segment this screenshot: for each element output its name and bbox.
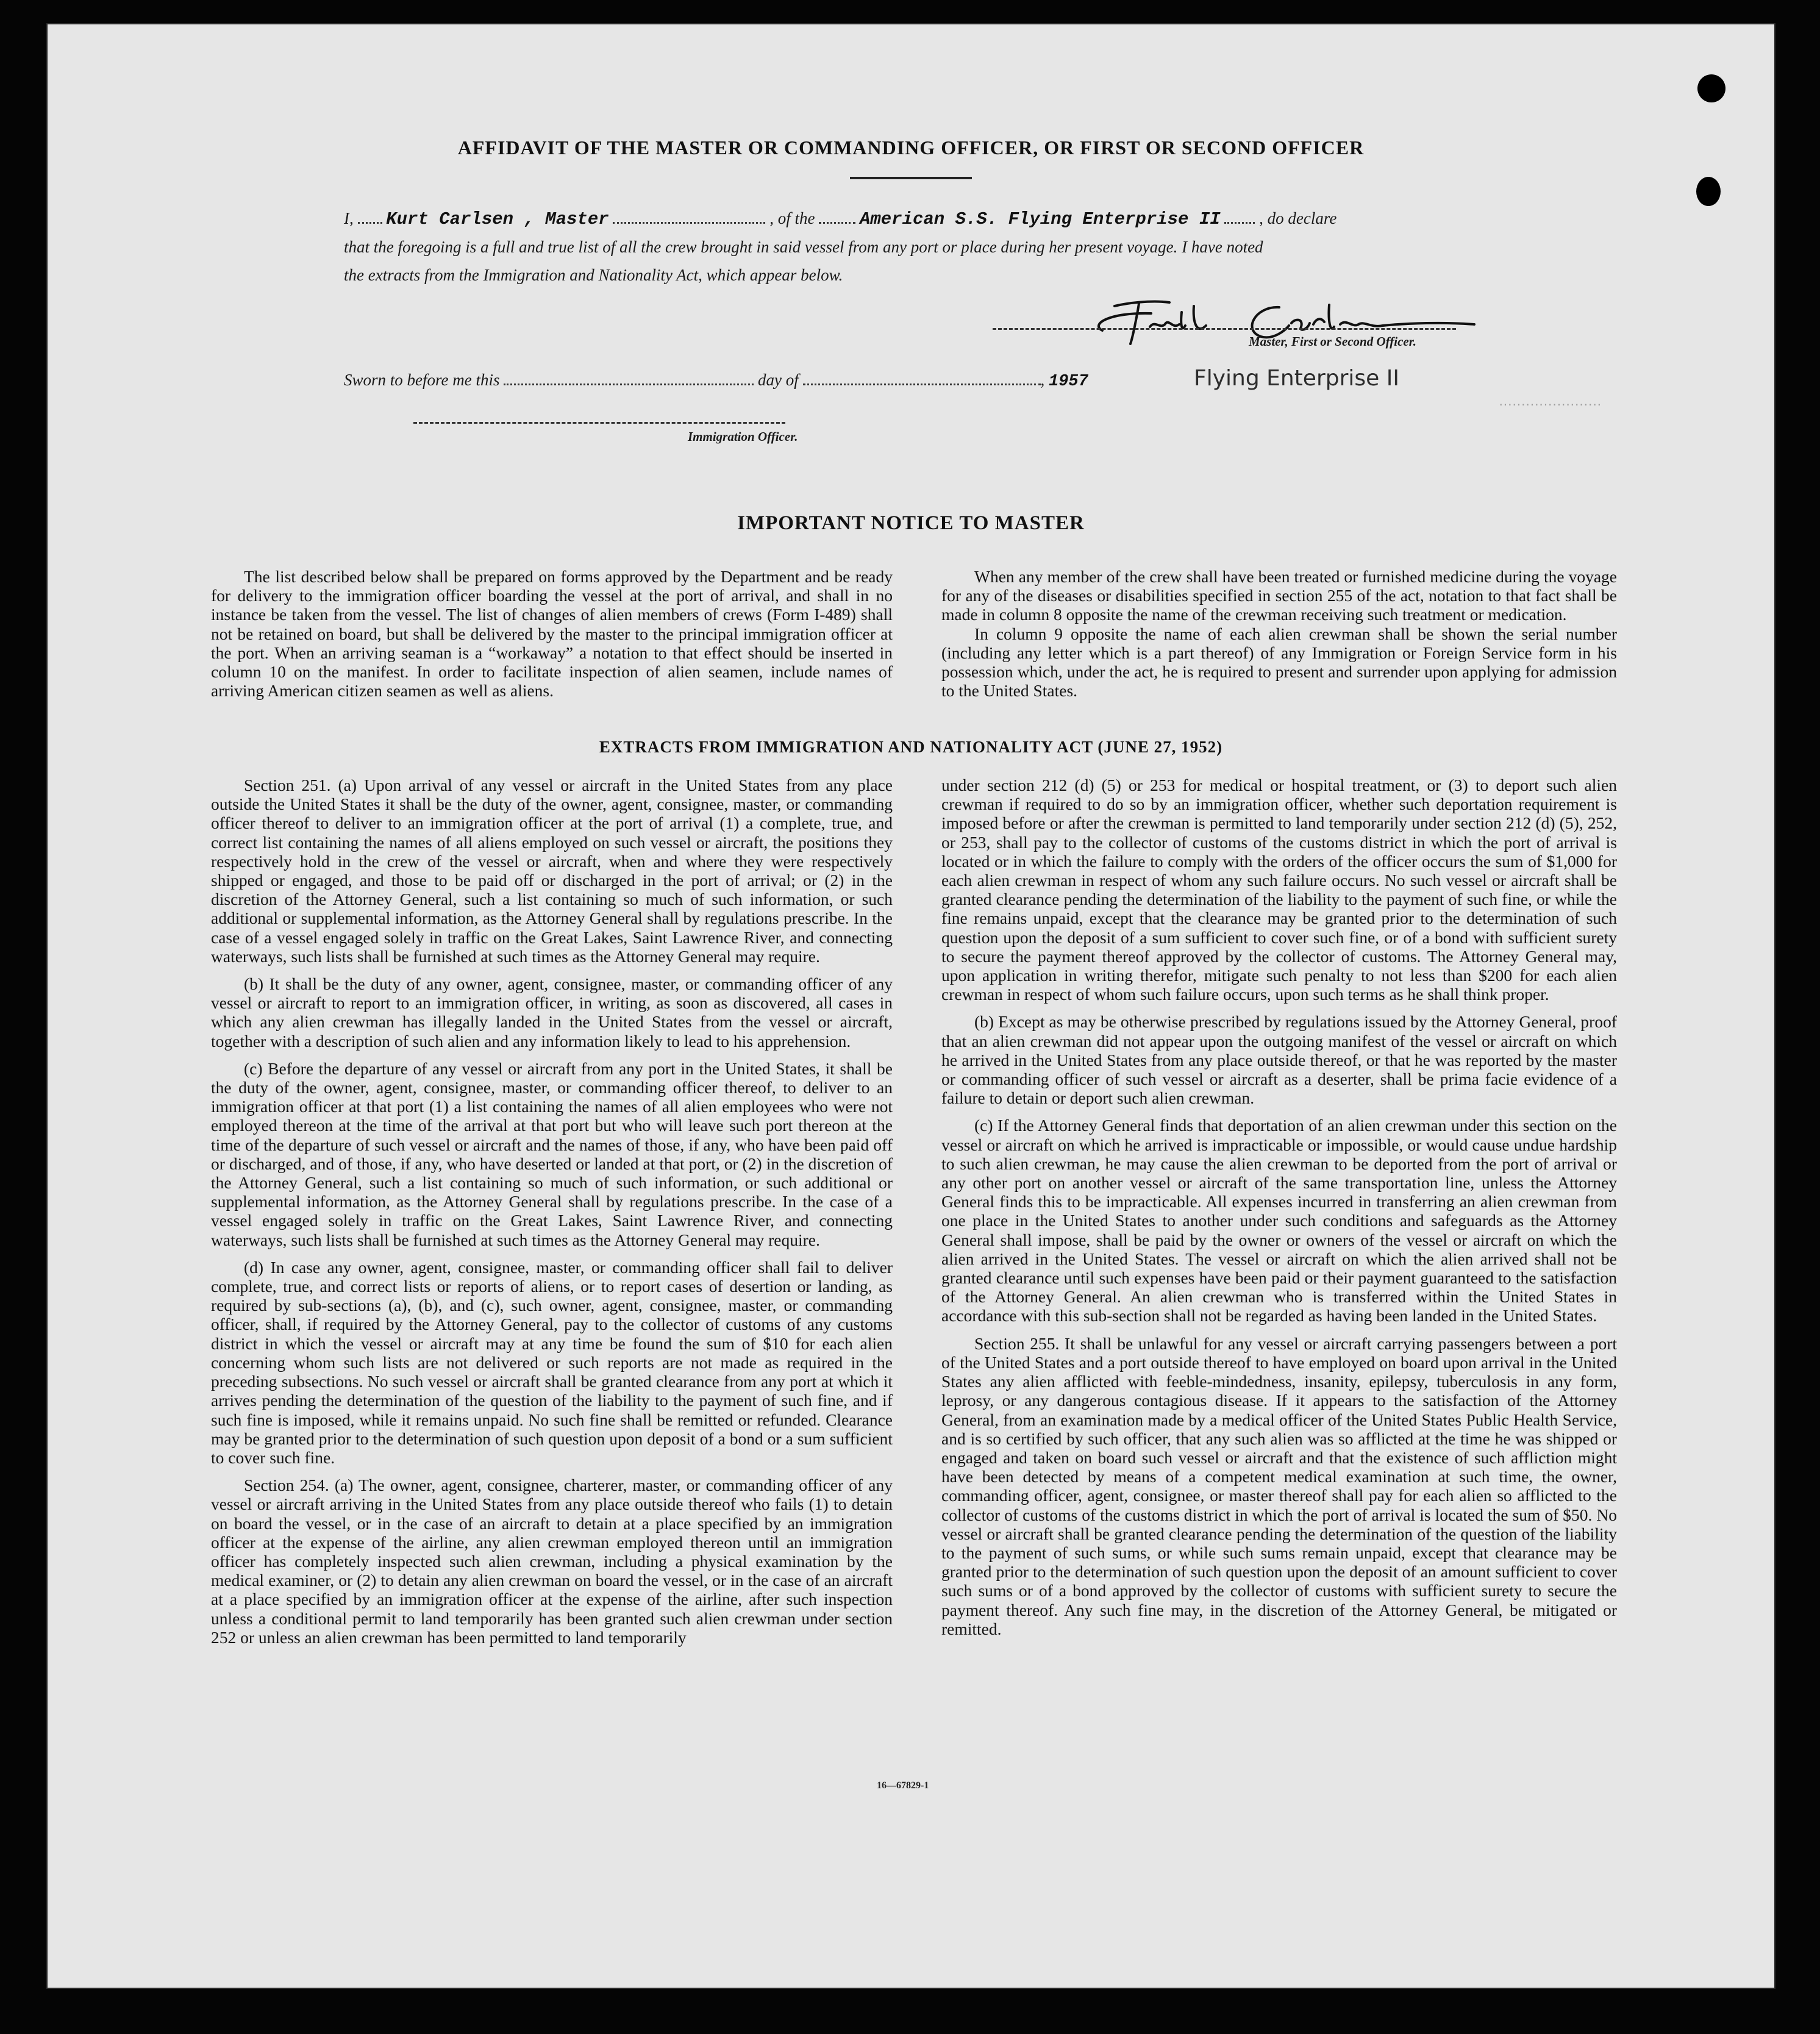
vessel-stamp: Flying Enterprise II	[1194, 366, 1399, 391]
sworn-line: Sworn to before me this day of , 1957	[344, 369, 1088, 391]
immigration-officer-line	[413, 422, 785, 424]
extract-paragraph: Section 251. (a) Upon arrival of any vessel or aircraft in the United States from any place outside the United States it shall be the duty of the owner, agent, consignee, master, or commanding officer thereof to deliver to an immigration officer at the port of arrival (1) a complete, true, and correct list containing the names of all aliens employed on such vessel or aircraft, the positions they respectively hold in the crew of the vessel or aircraft, when and where they were respectively shipped or engaged, and those to be paid off or discharged in the port of arrival; or (2) in the discretion of the Attorney General, such a list containing so much of such information, or such additional or supplemental information, as the Attorney General shall by regulations prescribe. In the case of a vessel engaged solely in traffic on the Great Lakes, Saint Lawrence River, and connecting waterways, such lists shall be furnished at such times as the Attorney General may require.	[211, 776, 893, 966]
punch-hole-bottom	[1696, 177, 1721, 206]
affidavit-title: AFFIDAVIT OF THE MASTER OR COMMANDING OFFICER, OR FIRST OR SECOND OFFICER	[457, 137, 1365, 159]
day-of-label: day of	[758, 371, 799, 389]
extract-paragraph: (d) In case any owner, agent, consignee, master, or commanding officer shall fail to deliver complete, true, and correct lists or reports of aliens, or to report cases of desertion or landing, as required by sub-sections (a), (b), and (c), such owner, agent, consignee, master, or commanding officer, shall, if required by the Attorney General, pay to the collector of customs of any customs district in which the vessel or aircraft may at any time be found the sum of $10 for each alien concerning whom such lists are not delivered or such reports are not made as required in the preceding subsections. No such vessel or aircraft shall be granted clearance from any port at which it arrives pending the determination of the question of the liability to the payment of such fine, and if such fine is imposed, while it remains unpaid. No such fine shall be remitted or refunded. Clearance may be granted prior to the determination of such question upon deposit of a bond or a sum sufficient to cover such fine.	[211, 1257, 893, 1467]
notice-right-paragraph-1: When any member of the crew shall have been treated or furnished medicine during the voyage for any of the diseases or disabilities specified in section 255 of the act, notation to that fact shall be made in column 8 opposite the name of the crewman receiving such treatment or medication.	[941, 567, 1617, 624]
sworn-year: 1957	[1049, 373, 1088, 391]
declaration-line-1	[344, 207, 1539, 229]
extract-paragraph: (c) Before the departure of any vessel or aircraft from any port in the United States, it shall be the duty of the owner, agent, consignee, master, or commanding officer thereof, to deliver to an immigration officer at that port (1) a list containing the names of all alien employees who were not employed thereon at the time of the arrival at that port but who will leave such port thereon at the time of the departure of such vessel or aircraft and the names of those, if any, who have been paid off or discharged, and of those, if any, who have deserted or landed at that port, or (2) in the discretion of the Attorney General, such a list containing so much of such information, or such additional or supplemental information, as the Attorney General shall by regulations prescribe. In the case of a vessel engaged solely in traffic on the Great Lakes, Saint Lawrence River, and connecting waterways, such lists shall be furnished at such times as the Attorney General may require.	[211, 1058, 893, 1249]
extracts-left-column	[211, 776, 893, 1655]
punch-hole-top	[1697, 74, 1725, 102]
extract-paragraph: Section 254. (a) The owner, agent, consignee, charterer, master, or commanding officer of any vessel or aircraft arriving in the United States from any place outside thereof who fails (1) to detain on board the vessel, or in the case of an aircraft to detain at a place specified by an immigration officer at the expense of the airline, any alien crewman employed thereon until an immigration officer has completely inspected such alien crewman, including a physical examination by the medical examiner, or (2) to detain any alien crewman on board the vessel, or in the case of an aircraft at a place specified by an immigration officer at the expense of the airline, after such inspection unless a conditional permit to land temporarily has been granted such alien crewman under section 252 or unless an alien crewman has been permitted to land temporarily	[211, 1476, 893, 1647]
of-the-label: , of the	[769, 209, 815, 227]
notice-left-paragraph: The list described below shall be prepared on forms approved by the Department and be ready for delivery to the immigration officer boarding the vessel at the port of arrival, and shall in no instance be taken from the vessel. The list of changes of alien members of crews (Form I-489) shall not be retained on board, but shall be delivered by the master to the principal immigration officer at the port. When an arriving seaman is a “workaway” a notation to that effect should be inserted in column 10 on the manifest. In order to facilitate inspection of alien seamen, include names of arriving American citizen seamen as well as aliens.	[211, 567, 893, 701]
notice-left-column	[211, 567, 893, 708]
extracts-right-column	[941, 776, 1617, 1647]
extracts-title: EXTRACTS FROM IMMIGRATION AND NATIONALITY ACT (JUNE 27, 1952)	[599, 738, 1223, 756]
title-underline	[850, 177, 972, 179]
declaration-line-3: the extracts from the Immigration and Nationality Act, which appear below.	[344, 266, 843, 284]
vessel-name: American S.S. Flying Enterprise II	[859, 209, 1221, 229]
notice-title: IMPORTANT NOTICE TO MASTER	[737, 512, 1085, 534]
i-label: I,	[344, 209, 354, 227]
immigration-officer-caption: Immigration Officer.	[688, 429, 798, 444]
extract-paragraph: Section 255. It shall be unlawful for any vessel or aircraft carrying passengers between a port of the United States and a port outside thereof to have employed on board upon arrival in the United States any alien afflicted with feeble-mindedness, insanity, epilepsy, tuberculosis in any form, leprosy, or any dangerous contagious disease. If it appears to the satisfaction of the Attorney General, from an examination made by a medical officer of the United States Public Health Service, and is so certified by such officer, that any such alien was so afflicted at the time he was shipped or engaged and taken on board such vessel or aircraft and that the existence of such affliction might have been detected by means of a competent medical examination at such time, the owner, commanding officer, agent, consignee, or master thereof shall pay for each alien so afflicted to the collector of customs of the customs district in which the port of arrival is located the sum of $50. No vessel or aircraft shall be granted clearance pending the determination of the question of the liability to the payment of such sums, or while such sums remain unpaid, except that clearance may be granted prior to the determination of such question upon the deposit of an amount sufficient to cover such sums or of a bond approved by the collector of customs with sufficient surety to secure the payment thereof. Any such fine may, in the discretion of the Attorney General, be mitigated or remitted.	[941, 1333, 1617, 1638]
extract-paragraph: (b) It shall be the duty of any owner, agent, consignee, master, or commanding officer of any vessel or aircraft to report to an immigration officer, in writing, as soon as discovered, all cases in which any alien crewman has illegally landed in the United States from the vessel or aircraft, together with a description of such alien and any information likely to lead to his apprehension.	[211, 974, 893, 1051]
extract-paragraph: (c) If the Attorney General finds that deportation of an alien crewman under this section on the vessel or aircraft on which he arrived is impracticable or impossible, or would cause undue hardship to such alien crewman, he may cause the alien crewman to be deported from the port of arrival or any other port on another vessel or aircraft of the same transportation line, unless the Attorney General finds this to be impracticable. All expenses incurred in transferring an alien crewman from one place in the United States to another under such conditions and safeguards as the Attorney General shall impose, shall be paid by the owner or owners of the vessel or aircraft on which the alien arrived in the United States. The vessel or aircraft on which the alien arrived shall not be granted clearance until such expenses have been paid or their payment guaranteed to the satisfaction of the Attorney General. An alien crewman who is transferred within the United States in accordance with this sub-section shall not be regarded as having been landed in the United States.	[941, 1116, 1617, 1326]
extract-paragraph: under section 212 (d) (5) or 253 for medical or hospital treatment, or (3) to deport such alien crewman if required to do so by an immigration officer, whether such deportation requirement is imposed before or after the crewman is permitted to land temporarily under section 212 (d) (5), 252, or 253, shall pay to the collector of customs of the customs district in which the port of arrival is located or in which the failure to comply with the orders of the officer occurs the sum of $1,000 for each alien crewman in respect of whom any such failure occurs. No such vessel or aircraft shall be granted clearance pending the determination of the liability to the payment of such fine, or while the fine remains unpaid, except that the clearance may be granted prior to the determination of such question upon the deposit of a sum sufficient to cover such fine, or of a bond with sufficient surety to secure the payment thereof approved by the collector of customs. The Attorney General may, upon application in writing therefor, mitigate such penalty to not less than $200 for each alien crewman in respect of whom such failure occurs, upon such terms as he shall think proper.	[941, 776, 1617, 1004]
master-name: Kurt Carlsen , Master	[386, 209, 609, 229]
extract-paragraph: (b) Except as may be otherwise prescribed by regulations issued by the Attorney General, proof that an alien crewman did not appear upon the outgoing manifest of the vessel or aircraft on which he arrived in the United States from any place outside thereof, or that he was reported by the master or commanding officer of such vessel or aircraft as a deserter, shall be prima facie evidence of a failure to detain or deport such alien crewman.	[941, 1012, 1617, 1108]
form-number: 16—67829-1	[877, 1780, 929, 1791]
declaration-line-2: that the foregoing is a full and true list of all the crew brought in said vessel from any port or place during her present voyage. I have noted	[344, 238, 1263, 256]
do-declare-label: , do declare	[1259, 209, 1337, 227]
bleed-through-text: ·······················	[1499, 396, 1602, 412]
notice-right-paragraph-2: In column 9 opposite the name of each alien crewman shall be shown the serial number (including any letter which is a part thereof) of any Immigration or Foreign Service form in his possession which, under the act, he is required to present and surrender upon applying for admission to the United States.	[941, 624, 1617, 701]
signature-line	[993, 328, 1456, 330]
document-page	[48, 24, 1774, 1988]
signature-caption: Master, First or Second Officer.	[1249, 334, 1416, 349]
notice-right-column	[941, 567, 1617, 708]
sworn-label: Sworn to before me this	[344, 371, 500, 389]
